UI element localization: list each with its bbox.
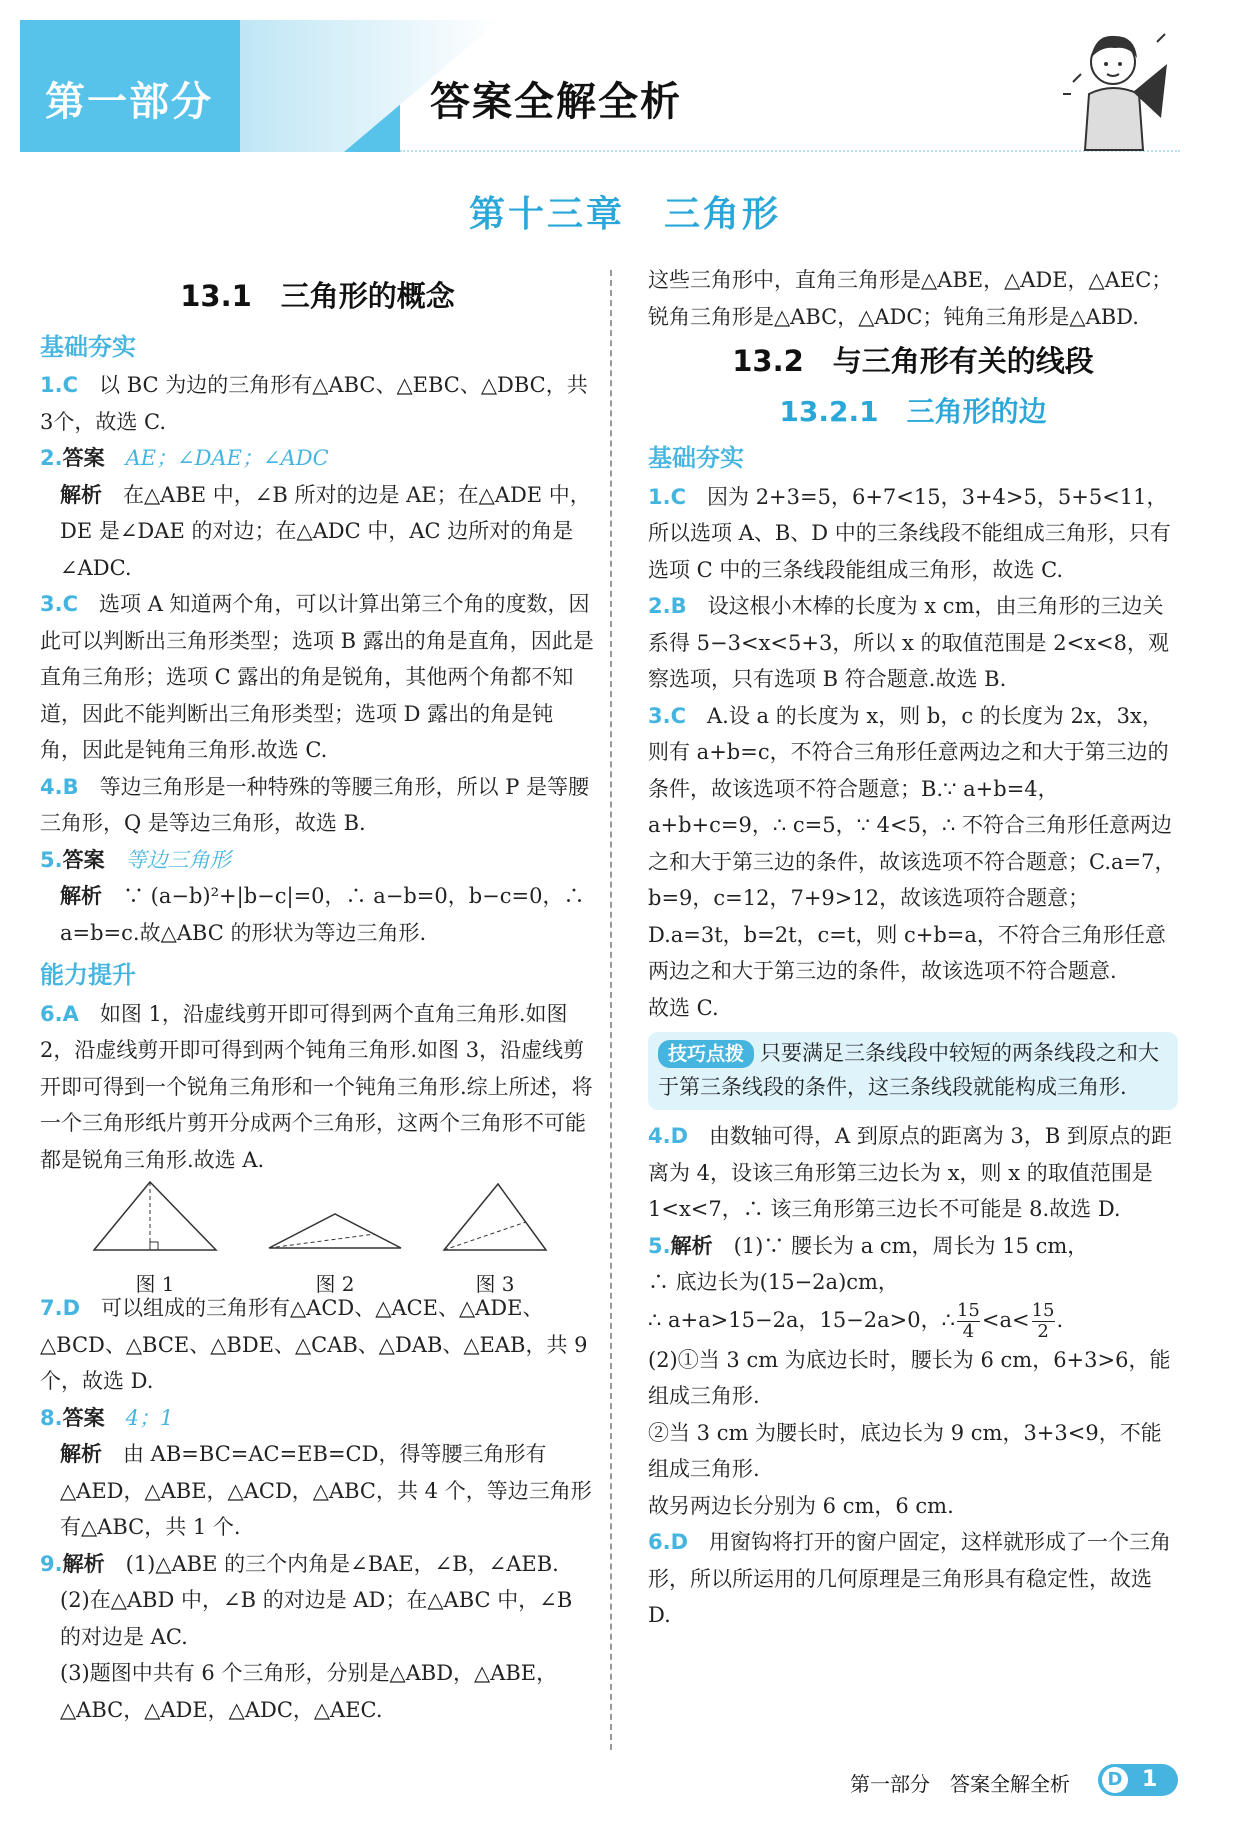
item-number: 8.	[40, 1405, 63, 1430]
item-text: (1)△ABE 的三个内角是∠BAE，∠B，∠AEB.	[125, 1551, 559, 1576]
item-number: 5.	[40, 847, 63, 872]
explanation-label: 解析	[670, 1233, 713, 1258]
item-text: 选项 A 知道两个角，可以计算出第三个角的度数，因此可以判断出三角形类型；选项 B 露出的角是直角，因此是直角三角形；选项 C 露出的角是锐角，其他两个角都不知道，因此不能判断出三角形类型；选项 D 露出的角是钝角，因此是钝角三角形.故选 C.	[40, 592, 594, 762]
item-number: 1.C	[40, 373, 79, 397]
triangle-figures	[40, 1178, 595, 1296]
answer-item	[40, 440, 595, 477]
subsection-title-13-2-1: 13.2.1 三角形的边	[779, 394, 1047, 428]
answer-label: 答案	[62, 1405, 105, 1430]
page-number: 1	[1142, 1767, 1158, 1792]
answer-item	[648, 1524, 1178, 1634]
mixed-cut-triangle-diagram	[440, 1178, 550, 1254]
explanation	[40, 477, 595, 587]
answer-item	[648, 1228, 1178, 1265]
answer-item	[648, 1118, 1178, 1228]
answer-value: 4；1	[125, 1405, 174, 1430]
answer-value: 等边三角形	[125, 847, 231, 872]
tip-badge: 技巧点拨	[658, 1040, 754, 1068]
block-heading-basic: 基础夯实	[648, 444, 744, 472]
explanation-line: ②当 3 cm 为腰长时，底边长为 9 cm，3+3<9，不能组成三角形.	[648, 1420, 1162, 1481]
answer-item	[40, 1400, 595, 1437]
fraction-15-over-4	[957, 1301, 980, 1342]
figure-2	[265, 1178, 405, 1302]
fraction-denominator: 2	[1032, 1321, 1055, 1342]
explanation-line: 故另两边长分别为 6 cm，6 cm.	[648, 1493, 954, 1518]
tip-text: 只要满足三条线段中较短的两条线段之和大于第三条线段的条件，这三条线段就能构成三角形.	[658, 1041, 1160, 1099]
answer-value: AE；∠DAE；∠ADC	[125, 446, 329, 470]
answer-item	[648, 588, 1178, 698]
mascot-illustration	[1055, 22, 1185, 152]
page-letter: D	[1102, 1767, 1128, 1793]
item-text: 以 BC 为边的三角形有△ABC、△EBC、△DBC，共3个，故选 C.	[40, 373, 588, 434]
item-text: 等边三角形是一种特殊的等腰三角形，所以 P 是等腰三角形，Q 是等边三角形，故选 B.	[40, 774, 590, 835]
obtuse-cut-triangle-diagram	[265, 1178, 405, 1254]
item-text: 设这根小木棒的长度为 x cm，由三角形的三边关系得 5−3<x<5+3，所以 x 的取值范围是 2<x<8，观察选项，只有选项 B 符合题意.故选 B.	[648, 594, 1169, 691]
item-text: 如图 1，沿虚线剪开即可得到两个直角三角形.如图 2，沿虚线剪开即可得到两个钝角三角形.如图 3，沿虚线剪开即可得到一个锐角三角形和一个钝角三角形.综上所述，将一个三角形纸片剪开分成两个三角形，这两个三角形不可能都是锐角三角形.故选 A.	[40, 1001, 593, 1172]
figure-3	[440, 1178, 550, 1302]
item-number: 1.C	[648, 484, 687, 509]
explanation-line-fraction	[648, 1301, 1178, 1342]
fraction-numerator: 15	[956, 1299, 980, 1321]
part-label: 第一部分	[45, 79, 213, 125]
explanation-line: ∴ 底边长为(15−2a)cm，	[648, 1270, 899, 1294]
explanation-line: (2)①当 3 cm 为底边长时，腰长为 6 cm，6+3>6，能组成三角形.	[648, 1347, 1171, 1408]
item-number: 7.D	[40, 1296, 81, 1320]
item-text: 用窗钩将打开的窗户固定，这样就形成了一个三角形，所以所运用的几何原理是三角形具有稳定性，故选 D.	[648, 1530, 1172, 1627]
figure-caption: 图 2	[315, 1271, 355, 1296]
figure-caption: 图 1	[135, 1271, 175, 1296]
item-number: 4.B	[40, 774, 79, 799]
item-text: (1)∵ 腰长为 a cm，周长为 15 cm，	[733, 1233, 1089, 1258]
block-heading-basic: 基础夯实	[40, 332, 136, 361]
explanation	[40, 878, 595, 951]
item-number: 3.C	[648, 703, 687, 728]
figure-caption: 图 3	[475, 1271, 515, 1296]
explanation-label: 解析	[60, 1442, 102, 1466]
item-number: 5.	[648, 1233, 671, 1258]
tip-box	[648, 1032, 1178, 1110]
column-divider	[610, 270, 612, 1750]
explanation-label: 解析	[60, 482, 102, 507]
footer-part: 第一部分	[850, 1772, 930, 1796]
fraction-numerator: 15	[1031, 1299, 1055, 1321]
explanation-text: ∵ (a−b)²+|b−c|=0，∴ a−b=0，b−c=0，∴ a=b=c.故△ABC 的形状为等边三角形.	[60, 884, 585, 945]
answer-item	[40, 769, 595, 842]
footer-text	[850, 1768, 1070, 1797]
footer-title: 答案全解全析	[950, 1772, 1070, 1796]
answer-item	[648, 698, 1178, 990]
answer-item	[40, 842, 595, 879]
item-number: 2.B	[648, 594, 687, 618]
item-number: 4.D	[648, 1124, 689, 1148]
explanation-text: 在△ABE 中，∠B 所对的边是 AE；在△ADE 中，DE 是∠DAE 的对边；在△ADC 中，AC 边所对的角是∠ADC.	[60, 482, 591, 580]
explanation-line: (3)题图中共有 6 个三角形，分别是△ABD，△ABE，△ABC，△ADE，△ADC，△AEC.	[60, 1661, 558, 1722]
answer-item	[40, 367, 595, 440]
fraction-15-over-2	[1032, 1301, 1055, 1342]
right-cut-triangle-diagram	[90, 1178, 220, 1254]
explanation-line: (2)在△ABD 中，∠B 的对边是 AD；在△ABC 中，∠B 的对边是 AC.	[60, 1588, 573, 1649]
item-number: 6.A	[40, 1001, 79, 1026]
right-column	[648, 262, 1178, 1634]
math-text: ∴ a+a>15−2a，15−2a>0，∴	[648, 1307, 955, 1332]
fraction-denominator: 4	[957, 1321, 980, 1342]
section-title-13-2: 13.2 与三角形有关的线段	[732, 344, 1094, 378]
answer-label: 答案	[62, 847, 105, 872]
explanation-text: 由 AB=BC=AC=EB=CD，得等腰三角形有△AED，△ABE，△ACD，△ABC，共 4 个，等边三角形有△ABC，共 1 个.	[60, 1442, 592, 1539]
book-title: 答案全解全析	[430, 79, 682, 125]
left-column	[40, 270, 595, 1728]
answer-conclusion: 故选 C.	[648, 995, 719, 1020]
answer-item	[40, 996, 595, 1179]
figure-1	[90, 1178, 220, 1302]
item-number: 3.C	[40, 592, 79, 616]
math-text: <a<	[981, 1307, 1030, 1332]
answer-label: 答案	[62, 446, 105, 470]
page-number-badge	[1098, 1764, 1178, 1796]
section-title-13-1: 13.1 三角形的概念	[180, 279, 455, 313]
chapter-title: 第十三章 三角形	[468, 194, 781, 235]
explanation-label: 解析	[60, 884, 102, 908]
item-text: A.设 a 的长度为 x，则 b，c 的长度为 2x，3x，则有 a+b=c，不符合三角形任意两边之和大于第三边的条件，故该选项不符合题意；B.∵ a+b=4，a+b+c=9，∴ c=5，∵ 4<5，∴ 不符合三角形任意两边之和大于第三边的条件，故该选项不符合题意；C.a=7，b=9，c=12，7+9>12，故该选项符合题意；D.a=3t，b=2t，c=t，则 c+b=a，不符合三角形任意两边之和大于第三边的条件，故该选项不符合题意.	[648, 703, 1176, 983]
item-number: 2.	[40, 446, 63, 470]
answer-item	[40, 1546, 595, 1583]
item-text: 由数轴可得，A 到原点的距离为 3，B 到原点的距离为 4，设该三角形第三边长为 x，则 x 的取值范围是 1<x<7，∴ 该三角形第三边长不可能是 8.故选 D.	[648, 1124, 1173, 1221]
answer-item	[40, 586, 595, 769]
item-number: 6.D	[648, 1530, 689, 1554]
math-text: .	[1056, 1307, 1064, 1332]
item-number: 9.	[40, 1551, 63, 1576]
item-text: 可以组成的三角形有△ACD、△ACE、△ADE、△BCD、△BCE、△BDE、△CAB、△DAB、△EAB，共 9 个，故选 D.	[40, 1296, 588, 1393]
item-text: 因为 2+3=5，6+7<15，3+4>5，5+5<11，所以选项 A、B、D 中的三条线段不能组成三角形，只有选项 C 中的三条线段能组成三角形，故选 C.	[648, 484, 1171, 582]
answer-item	[40, 1290, 595, 1400]
continued-text: 这些三角形中，直角三角形是△ABE，△ADE，△AEC；锐角三角形是△ABC，△ADC；钝角三角形是△ABD.	[648, 268, 1173, 329]
answer-item	[648, 479, 1178, 589]
block-heading-advanced: 能力提升	[40, 961, 136, 989]
explanation-label: 解析	[62, 1551, 105, 1576]
explanation	[40, 1436, 595, 1546]
